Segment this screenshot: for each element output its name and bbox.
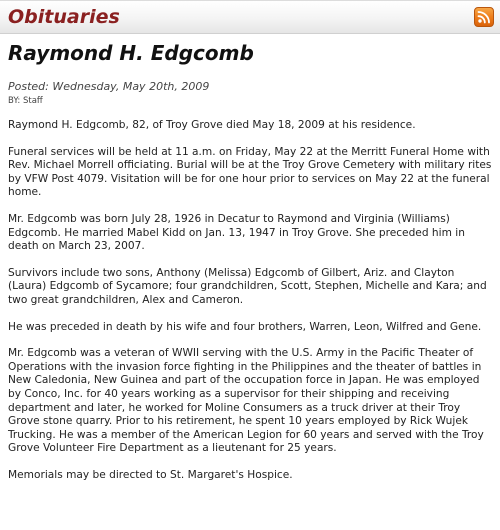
article-body — [8, 119, 492, 482]
byline: BY: Staff — [8, 96, 43, 106]
paragraph: He was preceded in death by his wife and four brothers, Warren, Leon, Wilfred and Gene. — [8, 320, 482, 333]
paragraph: Mr. Edgcomb was born July 28, 1926 in Decatur to Raymond and Virginia (Williams) Edgcomb. He married Mabel Kidd on Jan. 13, 1947 in Troy Grove. She preceded him in death on March 23, 2007. — [8, 212, 465, 253]
paragraph: Raymond H. Edgcomb, 82, of Troy Grove died May 18, 2009 at his residence. — [8, 119, 416, 131]
section-title: Obituaries — [8, 6, 120, 28]
paragraph: Survivors include two sons, Anthony (Melissa) Edgcomb of Gilbert, Ariz. and Clayton (Laura) Edgcomb of Sycamore; four grandchildren, Scott, Stephen, Michelle and Kara; and two great grandchildren, Alex and Cameron. — [8, 266, 487, 306]
paragraph: Memorials may be directed to St. Margaret's Hospice. — [8, 468, 293, 481]
article — [8, 40, 492, 495]
section-header-bar — [0, 0, 500, 34]
paragraph: Funeral services will be held at 11 a.m. on Friday, May 22 at the Merritt Funeral Home with Rev. Michael Morrell officiating. Burial will be at the Troy Grove Cemetery with military rites by VFW Post 4079. Visitation will be for one hour prior to services on May 22 at the funeral home. — [8, 145, 492, 199]
posted-date: Posted: Wednesday, May 20th, 2009 — [8, 80, 210, 93]
article-title: Raymond H. Edgcomb — [8, 41, 254, 65]
rss-feed-icon — [477, 10, 491, 24]
paragraph: Mr. Edgcomb was a veteran of WWII serving with the U.S. Army in the Pacific Theater of Operations with the invasion force fighting in the Philippines and the theater of battles in New Caledonia, New Guinea and part of the occupation force in Japan. He was employed by Conco, Inc. for 40 years working as a supervisor for their shipping and receiving department and later, he worked for Moline Consumers as a truck driver at their Troy Grove stone quarry. Prior to his retirement, he spent 10 years employed by Rick Wujek Trucking. He was a member of the American Legion for 60 years and served with the Troy Grove Volunteer Fire Department as a lieutenant for 25 years. — [8, 347, 484, 455]
rss-feed-button[interactable] — [474, 7, 494, 27]
